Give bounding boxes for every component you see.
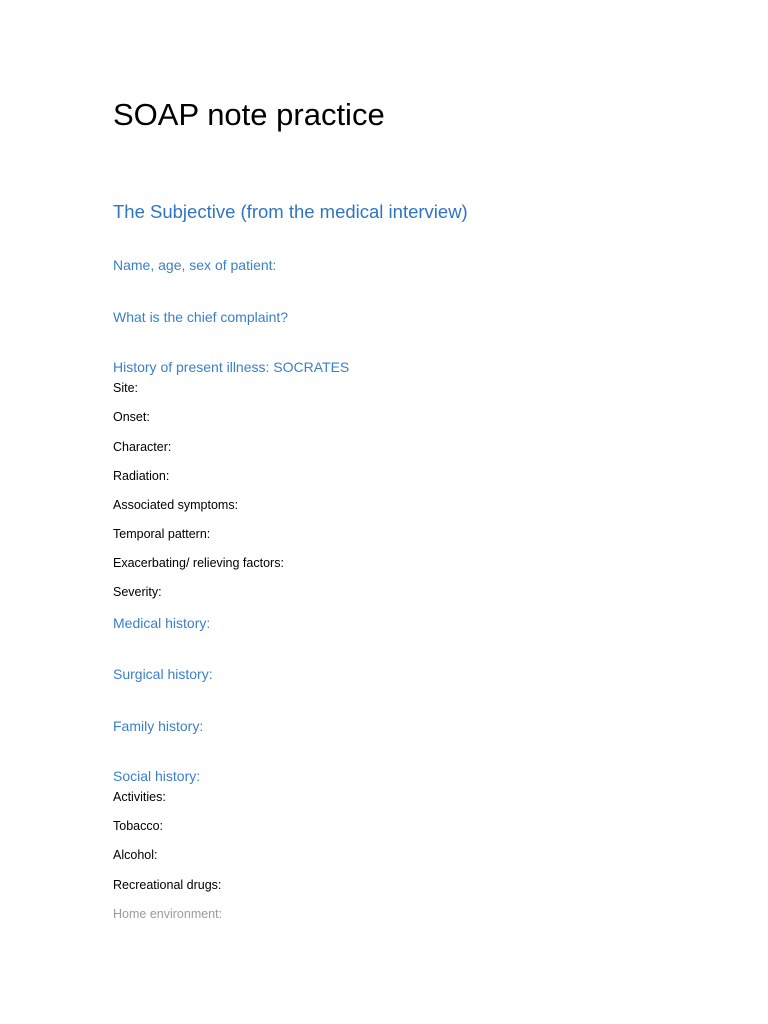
- field-exacerbating-relieving: Exacerbating/ relieving factors:: [113, 556, 284, 570]
- prompt-family-history: Family history:: [113, 718, 204, 734]
- prompt-chief-complaint: What is the chief complaint?: [113, 309, 289, 325]
- field-activities: Activities:: [113, 790, 166, 804]
- field-site: Site:: [113, 381, 139, 395]
- field-tobacco: Tobacco:: [113, 819, 164, 833]
- field-recreational-drugs: Recreational drugs:: [113, 878, 222, 892]
- prompt-social-history: Social history:: [113, 768, 201, 784]
- prompt-hpi-socrates: History of present illness: SOCRATES: [113, 359, 350, 375]
- field-alcohol: Alcohol:: [113, 848, 158, 862]
- field-temporal-pattern: Temporal pattern:: [113, 527, 211, 541]
- field-character: Character:: [113, 440, 172, 454]
- prompt-medical-history: Medical history:: [113, 615, 211, 631]
- prompt-surgical-history: Surgical history:: [113, 666, 213, 682]
- field-severity: Severity:: [113, 585, 162, 599]
- field-associated-symptoms: Associated symptoms:: [113, 498, 239, 512]
- section-heading-subjective: The Subjective (from the medical interview): [113, 201, 468, 222]
- document-title: SOAP note practice: [113, 97, 385, 132]
- field-home-environment: Home environment:: [113, 907, 223, 921]
- prompt-patient-info: Name, age, sex of patient:: [113, 257, 277, 273]
- field-onset: Onset:: [113, 410, 150, 424]
- field-radiation: Radiation:: [113, 469, 170, 483]
